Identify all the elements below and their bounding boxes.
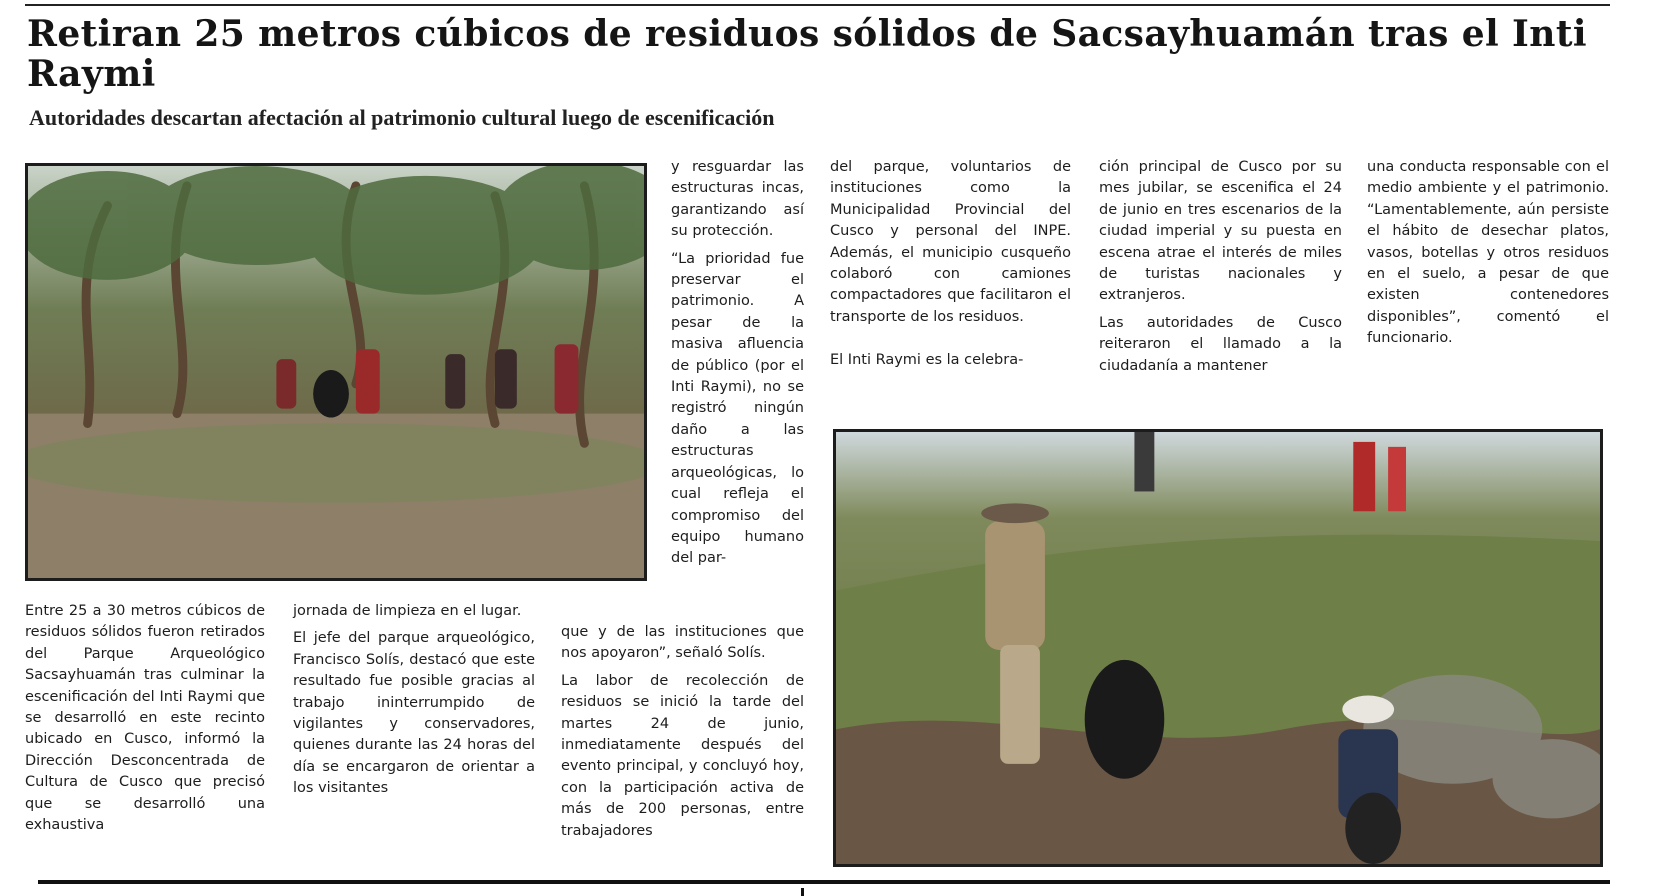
column-2-paragraph-2: El jefe del parque arqueológico, Francisco Solís, destacó que este resultado fue posible gracias al trabajo ininterrumpido de vigilantes y conservadores, quienes durante las 24 horas del día se encargaron de orientar a los visitantes (293, 630, 535, 797)
photo-workers-slope-illustration (836, 432, 1600, 864)
top-rule (25, 4, 1610, 6)
article-column-5 (1099, 157, 1342, 383)
photo-cleanup-forest (25, 163, 647, 581)
column-3-paragraph-1: y resguardar las estructuras incas, garantizando así su protección. (671, 159, 804, 240)
article-column-3-bottom (561, 622, 804, 848)
column-1-paragraph: Entre 25 a 30 metros cúbicos de residuos sólidos fueron retirados del Parque Arqueológico Sacsayhuamán tras culminar la escenificación del Inti Raymi que se desarrolló en este recinto ubicado en Cusco, informó la Dirección Desconcentrada de Cultura de Cusco que precisó que se desarrolló una exhaustiva (25, 603, 265, 834)
column-5-paragraph-2: Las autoridades de Cusco reiteraron el llamado a la ciudadanía a mantener (1099, 314, 1342, 374)
photo-workers-slope (833, 429, 1603, 867)
column-3-paragraph-3: que y de las instituciones que nos apoyaron”, señaló Solís. (561, 624, 804, 662)
bottom-rule (38, 880, 1610, 884)
column-6-paragraph-1: una conducta responsable con el medio ambiente y el patrimonio. “Lamentablemente, aún persiste el hábito de desechar platos, vasos, botellas y otros residuos en el suelo, a pesar de que existen contenedores disponibles”, comentó el funcionario. (1367, 159, 1609, 347)
article-column-1 (25, 601, 265, 842)
column-3-paragraph-2: “La prioridad fue preservar el patrimonio. A pesar de la masiva afluencia de público (por el Inti Raymi), no se registró ningún daño a las estructuras arqueológicas, lo cual refleja el compromiso del equipo humano del par- (671, 250, 804, 567)
headline: Retiran 25 metros cúbicos de residuos sólidos de Sacsayhuamán tras el Inti Raymi (27, 13, 1587, 95)
column-3-paragraph-4: La labor de recolección de residuos se inició la tarde del martes 24 de junio, inmediatamente después del evento principal, y concluyó hoy, con la participación activa de más de 200 personas, entre trabajadores (561, 672, 804, 839)
column-2-paragraph-1: jornada de limpieza en el lugar. (293, 603, 522, 619)
page-fold-mark (801, 888, 804, 896)
article-column-6 (1367, 157, 1609, 356)
photo-cleanup-forest-illustration (28, 166, 644, 578)
article-column-2 (293, 601, 535, 806)
column-4-paragraph-2: El Inti Raymi es la celebra- (830, 352, 1024, 369)
subheadline: Autoridades descartan afectación al patrimonio cultural luego de escenificación (29, 105, 775, 130)
article-column-3-top (671, 157, 804, 576)
article-column-4 (830, 157, 1071, 378)
column-5-paragraph-1: ción principal de Cusco por su mes jubilar, se escenifica el 24 de junio en tres escenarios de la ciudad imperial y su puesta en escena atrae el interés de miles de turistas nacionales y extranjeros. (1099, 159, 1342, 304)
column-4-paragraph-1: del parque, voluntarios de instituciones como la Municipalidad Provincial del Cusco y personal del INPE. Además, el municipio cusqueño colaboró con camiones compactadores que facilitaron el transporte de los residuos. (830, 159, 1071, 325)
